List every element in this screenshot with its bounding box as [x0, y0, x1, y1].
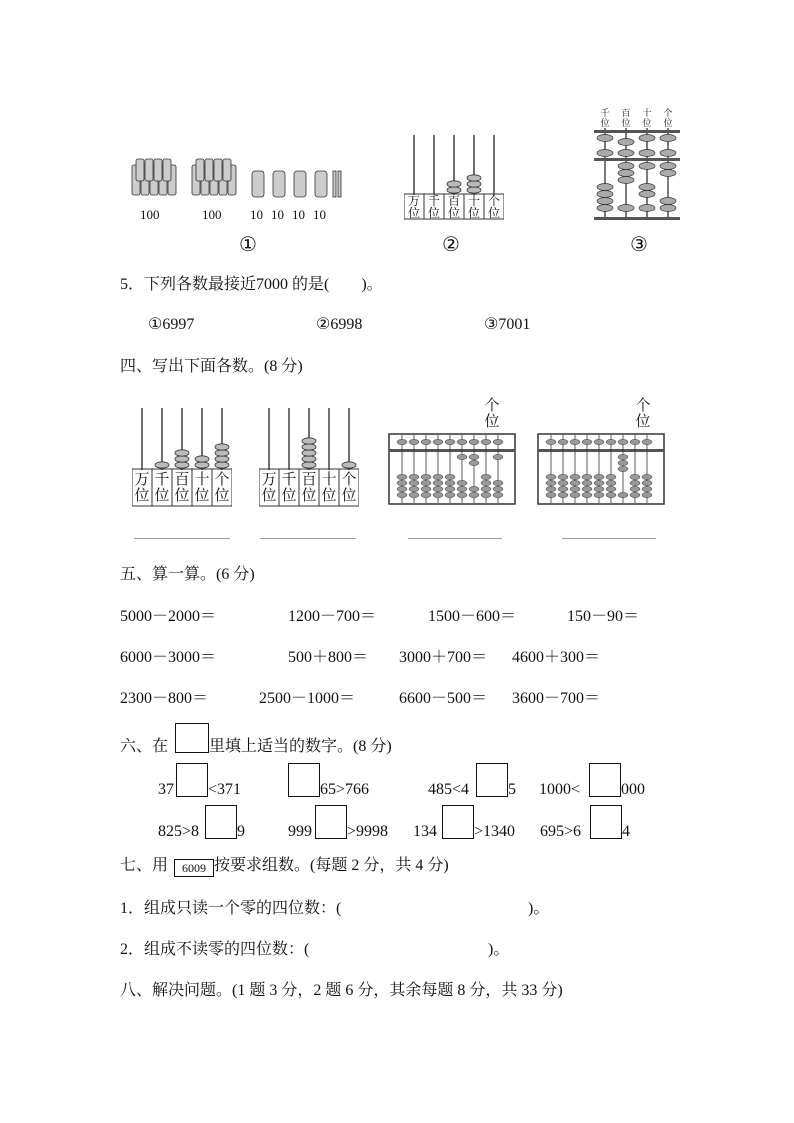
section8-title: 八、解决问题。(1 题 3 分，2 题 6 分，其余每题 8 分，共 33 分) [120, 982, 563, 999]
calc-r3-c3: 6600－500＝ [399, 690, 488, 707]
section6-title-box [175, 723, 209, 753]
s4b-place-qian: 千位 [281, 472, 297, 504]
s4-answer-line-1[interactable] [134, 538, 230, 539]
figure-3 [594, 108, 680, 224]
s6-i6-box[interactable] [315, 805, 347, 839]
section4-suanpan-1 [388, 398, 516, 506]
section5-title: 五、算一算。(6 分) [120, 566, 255, 583]
f3-place-bai: 百位 [621, 108, 631, 128]
section7-q2: 2．组成不读零的四位数：( [120, 941, 310, 958]
s4b-place-wan: 万位 [261, 472, 277, 504]
figure-1 [128, 155, 348, 235]
s4a-place-shi: 十位 [194, 472, 210, 504]
s6-i8-after: 4 [622, 823, 630, 840]
blocks-label-10c: 10 [292, 207, 305, 222]
f2-place-shi: 十位 [467, 194, 480, 220]
calc-r2-c3: 3000＋700＝ [399, 649, 488, 666]
f2-place-ge: 个位 [487, 194, 500, 220]
s6-i4-after: 000 [621, 781, 645, 798]
s6-i6-after: >9998 [347, 823, 389, 840]
figure-2 [404, 135, 504, 223]
s4d-ones-label: 个位 [635, 398, 651, 430]
calc-r1-c1: 5000－2000＝ [120, 608, 217, 625]
section6-title-before: 六、在 [120, 738, 169, 755]
base-ten-blocks-illustration [128, 155, 348, 205]
s6-i2-after: 65>766 [320, 781, 370, 798]
s6-i1-before: 37 [158, 781, 174, 798]
s4-answer-line-2[interactable] [260, 538, 356, 539]
s4c-ones-label: 个位 [484, 398, 500, 430]
s6-i4-before: 1000< [539, 781, 581, 798]
s4-answer-line-4[interactable] [562, 538, 656, 539]
blocks-label-10a: 10 [250, 207, 263, 222]
s6-i1-after: <371 [208, 781, 242, 798]
section7-q1-answer[interactable] [388, 900, 524, 918]
s4a-place-qian: 千位 [154, 472, 170, 504]
s4b-place-shi: 十位 [321, 472, 337, 504]
figure-number-1: ① [239, 234, 257, 256]
s4a-place-wan: 万位 [134, 472, 150, 504]
s6-i1-box[interactable] [176, 763, 208, 797]
calc-r2-c4: 4600＋300＝ [512, 649, 601, 666]
section4-title: 四、写出下面各数。(8 分) [120, 358, 303, 375]
section7-q2-answer[interactable] [346, 941, 484, 959]
s6-i5-before: 825>8 [158, 823, 200, 840]
section4-suanpan-2 [537, 398, 665, 506]
s4b-place-ge: 个位 [341, 472, 357, 504]
s6-i7-box[interactable] [442, 805, 474, 839]
calc-r1-c4: 150－90＝ [567, 608, 640, 625]
s6-i4-box[interactable] [589, 763, 621, 797]
s6-i5-box[interactable] [205, 805, 237, 839]
calc-r3-c4: 3600－700＝ [512, 690, 601, 707]
s6-i3-before: 485<4 [428, 781, 470, 798]
section7-q2-end: )。 [488, 941, 510, 958]
section7-digit-cards: 6009 [174, 859, 214, 877]
blocks-label-100b: 100 [202, 207, 222, 222]
s4b-place-bai: 百位 [301, 472, 317, 504]
q5-text: 5．下列各数最接近7000 的是( )。 [120, 276, 383, 293]
section7-title-after: 按要求组数。(每题 2 分，共 4 分) [214, 857, 449, 874]
blocks-label-100a: 100 [140, 207, 160, 222]
s4a-place-ge: 个位 [214, 472, 230, 504]
section7-q1: 1．组成只读一个零的四位数：( [120, 900, 342, 917]
section6-title-after: 里填上适当的数字。(8 分) [209, 738, 392, 755]
f3-place-qian: 千位 [600, 108, 610, 128]
s6-i3-box[interactable] [476, 763, 508, 797]
s6-i7-before: 134 [413, 823, 437, 840]
blocks-label-10b: 10 [271, 207, 284, 222]
s6-i6-before: 999 [288, 823, 312, 840]
s4a-place-bai: 百位 [174, 472, 190, 504]
s6-i8-box[interactable] [590, 805, 622, 839]
q5-option-1[interactable]: ①6997 [148, 316, 195, 333]
q5-option-2[interactable]: ②6998 [316, 316, 363, 333]
figure-number-3: ③ [630, 234, 648, 256]
f3-place-shi: 十位 [642, 108, 652, 128]
section7-title-before: 七、用 [120, 857, 169, 874]
s6-i3-after: 5 [508, 781, 516, 798]
s6-i2-box[interactable] [288, 763, 320, 797]
section7-q1-end: )。 [528, 900, 550, 917]
section4-abacus-1 [132, 408, 232, 508]
suanpan-small [594, 128, 680, 222]
f3-place-ge: 个位 [663, 108, 673, 128]
figure-number-2: ② [442, 234, 460, 256]
calc-r3-c2: 2500－1000＝ [259, 690, 356, 707]
f2-place-wan: 万位 [407, 194, 420, 220]
s6-i7-after: >1340 [474, 823, 516, 840]
s6-i8-before: 695>6 [540, 823, 582, 840]
blocks-label-10d: 10 [313, 207, 326, 222]
calc-r2-c1: 6000－3000＝ [120, 649, 217, 666]
calc-r1-c2: 1200－700＝ [288, 608, 377, 625]
calc-r1-c3: 1500－600＝ [428, 608, 517, 625]
calc-r2-c2: 500＋800＝ [288, 649, 369, 666]
f2-place-bai: 百位 [447, 194, 460, 220]
f2-place-qian: 千位 [427, 194, 440, 220]
s6-i5-after: 9 [237, 823, 245, 840]
section4-abacus-2 [259, 408, 359, 508]
calc-r3-c1: 2300－800＝ [120, 690, 209, 707]
q5-option-3[interactable]: ③7001 [484, 316, 531, 333]
s4-answer-line-3[interactable] [408, 538, 502, 539]
